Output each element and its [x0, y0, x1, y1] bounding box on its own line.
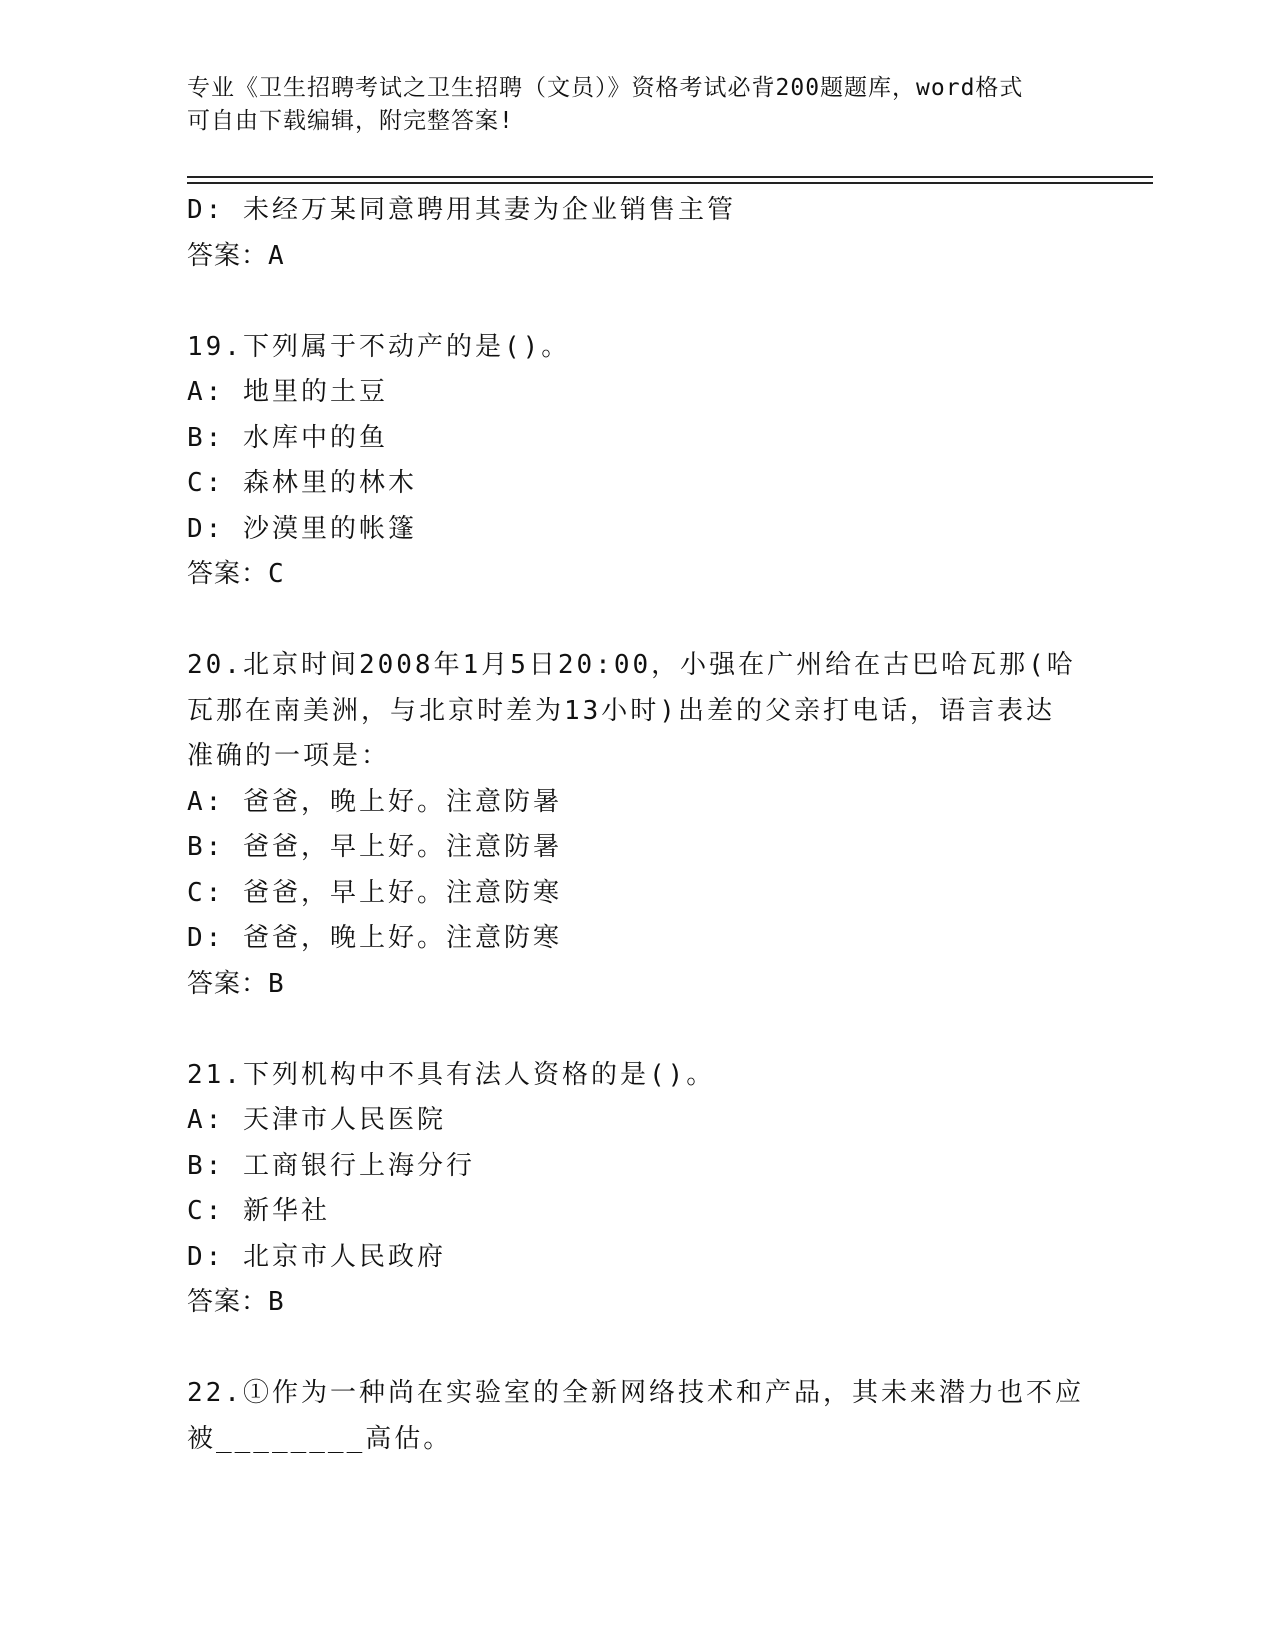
spacer	[187, 1326, 1087, 1372]
question-19	[187, 325, 1087, 598]
document-header	[187, 72, 1067, 138]
answer-value: C	[268, 559, 285, 589]
answer-label: 答案：	[187, 240, 269, 271]
question-21	[187, 1053, 1087, 1326]
question-stem-line-1: 20.北京时间2008年1月5日20:00，小强在广州给在古巴哈瓦那(哈	[187, 650, 1076, 680]
spacer	[187, 1007, 1087, 1053]
question-stem-line-2: 被________高估。	[187, 1423, 453, 1454]
option-b: B: 爸爸，早上好。注意防暑	[187, 832, 562, 862]
question-22	[187, 1371, 1087, 1462]
answer-value: A	[268, 240, 285, 271]
answer-value: B	[268, 1287, 285, 1317]
option-b: B: 工商银行上海分行	[187, 1150, 475, 1181]
answer-line	[187, 234, 1087, 280]
question-content	[187, 188, 1087, 1462]
spacer	[187, 598, 1087, 644]
header-title-line-2: 可自由下载编辑，附完整答案!	[187, 108, 514, 134]
header-divider-bottom	[187, 182, 1153, 184]
question-stem-line-2: 瓦那在南美洲，与北京时差为13小时)出差的父亲打电话，语言表达	[187, 695, 1055, 726]
header-divider-top	[187, 176, 1153, 178]
option-c: C: 新华社	[187, 1196, 330, 1226]
option-d: D: 沙漠里的帐篷	[187, 513, 417, 544]
question-stem: 19.下列属于不动产的是()。	[187, 331, 571, 362]
question-stem: 21.下列机构中不具有法人资格的是()。	[187, 1059, 716, 1090]
answer-label: 答案：	[187, 1287, 269, 1317]
question-stem-line-1: 22.①作为一种尚在实验室的全新网络技术和产品，其未来潜力也不应	[187, 1378, 1084, 1408]
option-b: B: 水库中的鱼	[187, 422, 388, 453]
answer-line	[187, 962, 1087, 1008]
option-a: A: 爸爸，晚上好。注意防暑	[187, 786, 562, 817]
option-c: C: 爸爸，早上好。注意防寒	[187, 877, 562, 908]
question-stem-line-3: 准确的一项是：	[187, 741, 391, 771]
option-d: D: 未经万某同意聘用其妻为企业销售主管	[187, 195, 736, 225]
option-d: D: 爸爸，晚上好。注意防寒	[187, 923, 562, 953]
header-title-line-1: 专业《卫生招聘考试之卫生招聘（文员）》资格考试必背200题题库，word格式	[187, 75, 1024, 101]
option-c: C: 森林里的林木	[187, 468, 417, 498]
answer-line	[187, 552, 1087, 598]
answer-label: 答案：	[187, 559, 269, 589]
option-d: D: 北京市人民政府	[187, 1241, 446, 1272]
answer-line	[187, 1280, 1087, 1326]
answer-value: B	[268, 968, 285, 999]
option-a: A: 天津市人民医院	[187, 1105, 446, 1135]
answer-label: 答案：	[187, 968, 269, 999]
option-a: A: 地里的土豆	[187, 377, 388, 407]
previous-question-tail	[187, 188, 1087, 279]
question-20	[187, 643, 1087, 1007]
spacer	[187, 279, 1087, 325]
